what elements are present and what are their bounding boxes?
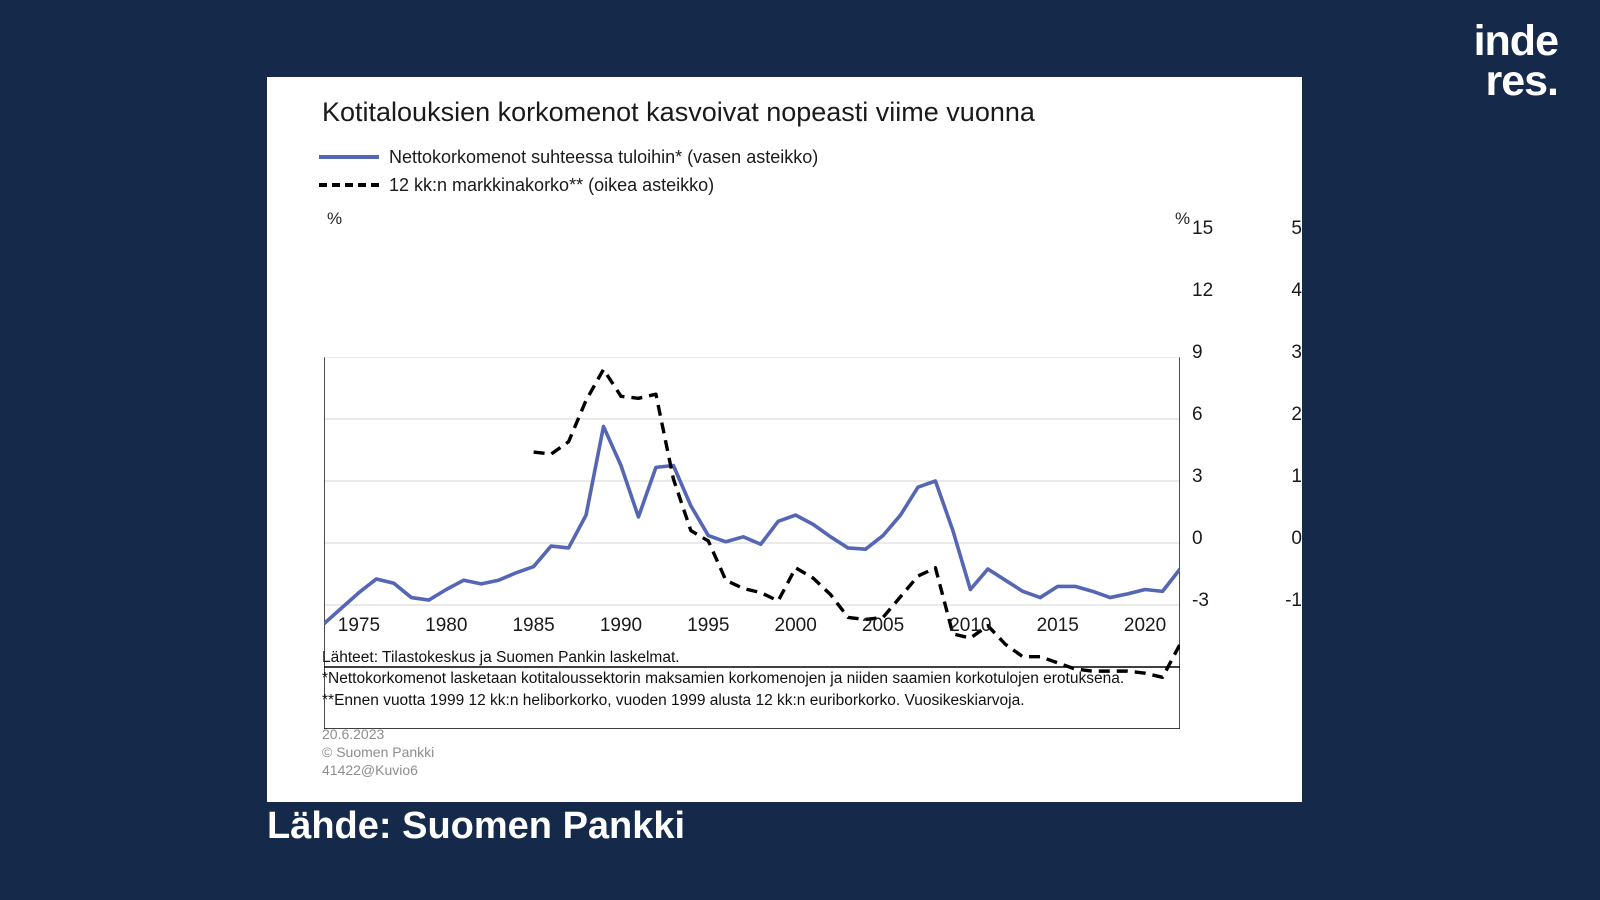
x-tick: 1985	[512, 615, 555, 636]
meta-id: 41422@Kuvio6	[322, 762, 418, 779]
chart-legend	[319, 143, 818, 199]
y-tick-left: 5	[1291, 218, 1302, 239]
legend-label-net-interest: Nettokorkomenot suhteessa tuloihin* (vasen asteikko)	[389, 146, 819, 167]
source-caption: Lähde: Suomen Pankki	[267, 805, 686, 847]
y-tick-right: 12	[1192, 280, 1214, 301]
y-tick-right: -3	[1192, 590, 1209, 611]
y-tick-left: 1	[1291, 466, 1302, 487]
logo-line-2: res.	[1485, 56, 1558, 105]
y-tick-right: 15	[1192, 218, 1214, 239]
footnote-star: *Nettokorkomenot lasketaan kotitaloussektorin maksamien korkomenojen ja niiden saamien korkotulojen erotuksena.	[322, 670, 1125, 688]
y-tick-left: -1	[1285, 590, 1302, 611]
x-tick: 2020	[1123, 615, 1167, 636]
meta-date: 20.6.2023	[322, 726, 385, 742]
x-tick: 1990	[599, 615, 643, 636]
y-tick-left: 3	[1291, 342, 1302, 363]
legend-swatch-dashed-icon	[319, 183, 379, 187]
x-tick: 2010	[949, 615, 992, 636]
legend-label-market-rate: 12 kk:n markkinakorko** (oikea asteikko)	[389, 174, 715, 195]
x-tick: 1975	[337, 615, 381, 636]
right-axis-unit: %	[1175, 209, 1191, 228]
x-tick: 2000	[774, 615, 817, 636]
y-tick-right: 6	[1192, 404, 1203, 425]
y-tick-right: 9	[1192, 342, 1203, 363]
chart-meta	[322, 725, 434, 780]
plot-area-wrapper	[267, 205, 1302, 636]
x-tick: 1995	[687, 615, 730, 636]
chart-card	[267, 77, 1302, 802]
inderes-logo	[1473, 17, 1558, 105]
footnote-sources: Lähteet: Tilastokeskus ja Suomen Pankin laskelmat.	[322, 649, 680, 666]
legend-item-market-rate	[319, 171, 818, 199]
y-tick-left: 2	[1291, 404, 1302, 425]
logo-line-1: inde	[1473, 17, 1558, 65]
chart-title: Kotitalouksien korkomenot kasvoivat nopeasti viime vuonna	[322, 97, 1035, 127]
x-tick: 1980	[425, 615, 468, 636]
left-axis-unit: %	[327, 209, 343, 228]
y-tick-left: 4	[1291, 280, 1302, 301]
footnote-doublestar: **Ennen vuotta 1999 12 kk:n heliborkorko, vuoden 1999 alusta 12 kk:n euriborkorko. Vuosikeskiarvoja.	[322, 691, 1025, 709]
x-tick: 2005	[861, 615, 905, 636]
x-tick: 2015	[1036, 615, 1079, 636]
meta-copyright: © Suomen Pankki	[322, 744, 435, 761]
legend-item-net-interest	[319, 143, 818, 171]
chart-footnotes	[322, 647, 1272, 711]
y-tick-right: 0	[1192, 528, 1203, 549]
legend-swatch-solid-icon	[319, 155, 379, 159]
y-tick-left: 0	[1291, 528, 1302, 549]
y-tick-right: 3	[1192, 466, 1203, 487]
